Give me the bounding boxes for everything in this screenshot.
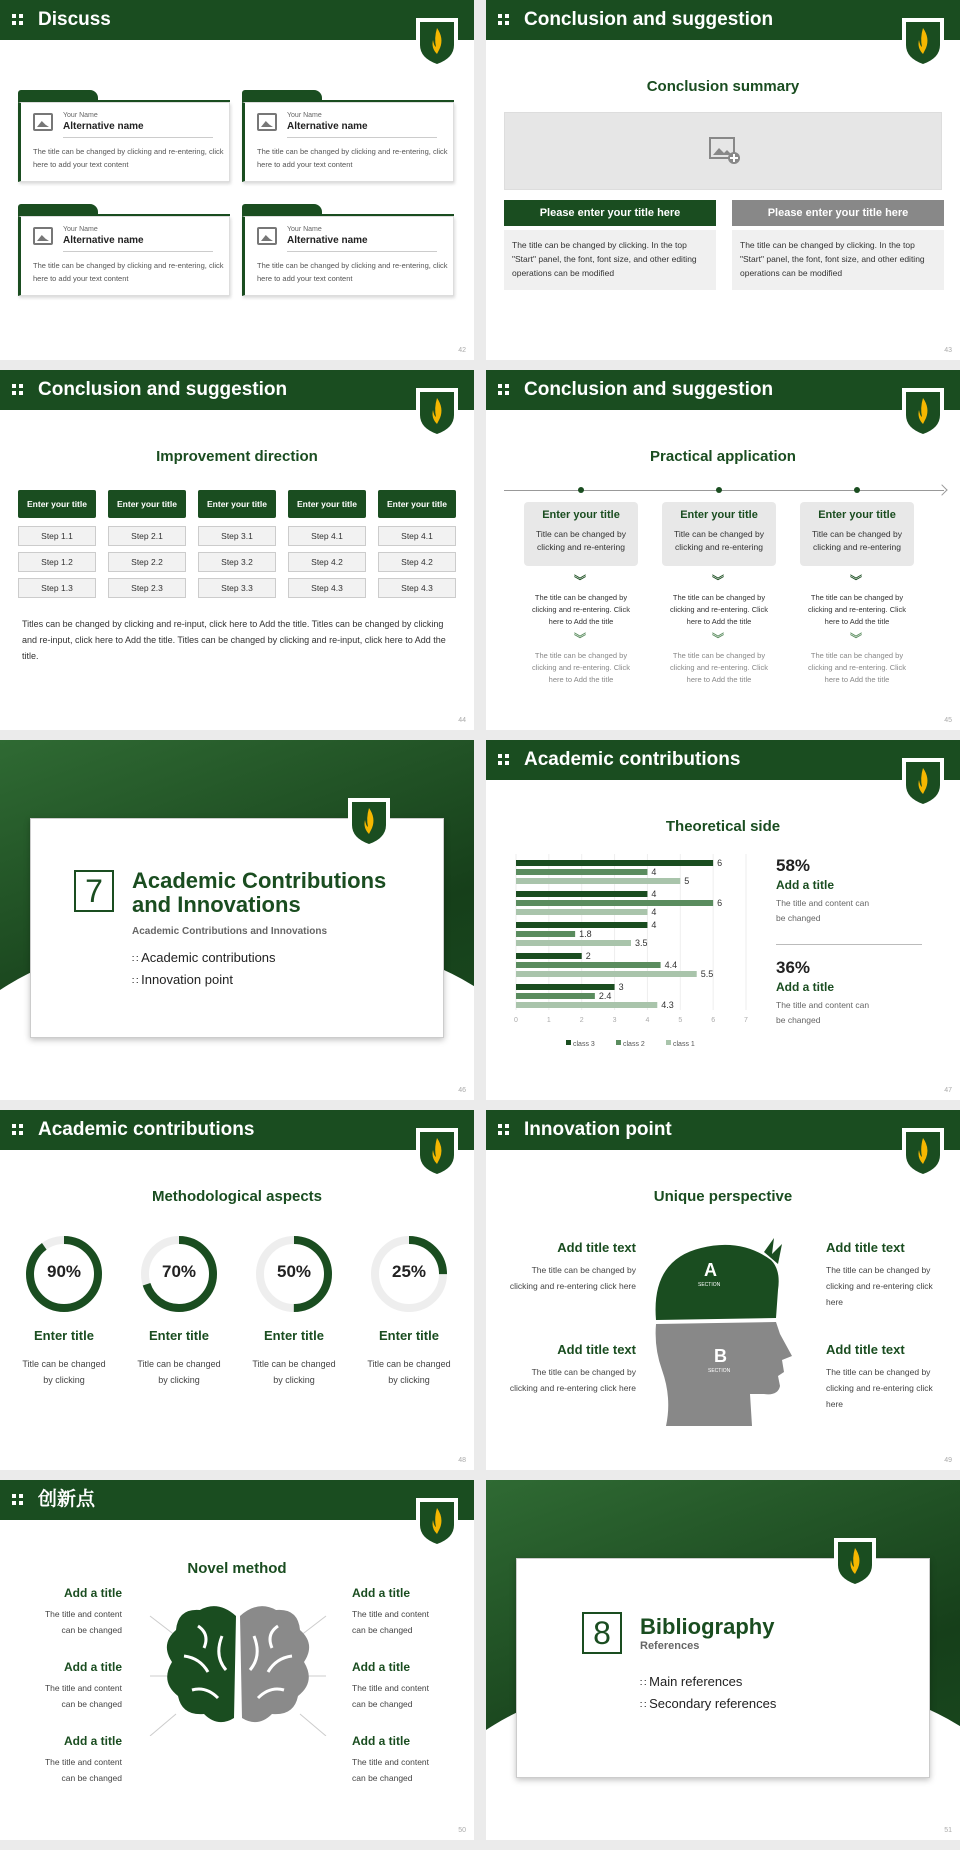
bar: [516, 922, 647, 928]
slide-subtitle: Unique perspective: [653, 1188, 793, 1205]
slide-subtitle: Methodological aspects: [151, 1188, 323, 1205]
slide-title: Innovation point: [524, 1119, 672, 1140]
slide-header: [486, 0, 960, 40]
step-item[interactable]: Step 3.1: [198, 526, 276, 546]
timeline-dot: [854, 487, 860, 493]
label-b: B: [714, 1346, 727, 1366]
step-item[interactable]: Step 3.2: [198, 552, 276, 572]
application-card-desc: Title can be changed by clicking and re-entering: [674, 529, 764, 552]
card-name: Alternative name: [287, 235, 368, 246]
school-logo: [414, 16, 460, 70]
x-tick-label: 3: [612, 1017, 617, 1024]
card-small-label: Your Name: [287, 226, 322, 233]
image-icon-mountain: [37, 121, 49, 127]
image-icon: [257, 113, 277, 131]
step-item[interactable]: Step 2.3: [108, 578, 186, 598]
image-icon-mountain: [37, 235, 49, 241]
bar-chart: [506, 850, 756, 1065]
stat-title: Add a title: [776, 980, 835, 994]
label-a: A: [704, 1260, 717, 1280]
section-title-line1: Academic Contributions: [132, 868, 387, 893]
x-tick-label: 4: [645, 1017, 650, 1024]
stat-title: Add a title: [776, 878, 835, 892]
slide-header: [486, 1110, 960, 1150]
method-text: The title and content can be changed: [352, 1683, 430, 1709]
ring-title: Enter title: [379, 1328, 439, 1343]
slide-unique-perspective: [486, 1110, 960, 1470]
bullet-icon: ∷: [132, 976, 142, 987]
data-label: 3.5: [635, 938, 648, 948]
slide-title: Conclusion and suggestion: [524, 379, 774, 400]
slide-title: Discuss: [38, 9, 111, 30]
card-small-label: Your Name: [63, 226, 98, 233]
step-item[interactable]: Step 1.1: [18, 526, 96, 546]
section-title-line2: and Innovations: [132, 892, 301, 917]
page-number: 46: [458, 1087, 466, 1094]
step-item[interactable]: Step 3.3: [198, 578, 276, 598]
slide-subtitle: Practical application: [650, 448, 796, 465]
section-item-label: Secondary references: [649, 1696, 777, 1711]
perspective-text: The title can be changed by clicking and re-entering click here: [509, 1367, 636, 1393]
step-item[interactable]: Step 4.1: [378, 526, 456, 546]
slide-practical-application: [486, 370, 960, 730]
x-tick-label: 2: [579, 1017, 584, 1024]
double-chevron-icon: ︾: [850, 574, 863, 588]
stat-divider: [776, 944, 922, 945]
slide-header: [486, 740, 960, 780]
school-logo: [900, 16, 946, 70]
ring-title: Enter title: [149, 1328, 209, 1343]
ring-text: Title can be changed by clicking: [367, 1359, 451, 1385]
page-number: 49: [944, 1457, 952, 1464]
head-profile-graphic: [646, 1230, 796, 1426]
box-title[interactable]: Please enter your title here: [732, 200, 944, 226]
data-label: 5.5: [700, 969, 714, 979]
section-subtitle: Academic Contributions and Innovations: [132, 926, 328, 937]
section-number: 7: [74, 870, 114, 912]
page-number: 45: [944, 717, 952, 724]
double-chevron-icon: ︾: [574, 632, 587, 646]
application-card-title: Enter your title: [542, 509, 620, 521]
profile-card[interactable]: [242, 102, 454, 182]
card-name: Alternative name: [287, 121, 368, 132]
double-chevron-icon: ︾: [850, 632, 863, 646]
step-item[interactable]: Step 4.3: [288, 578, 366, 598]
data-label: 4: [651, 867, 657, 877]
image-placeholder[interactable]: [504, 112, 942, 190]
label-b-section: SECTION: [708, 1368, 731, 1374]
ring-title: Enter title: [34, 1328, 94, 1343]
ring-text: Title can be changed by clicking: [22, 1359, 106, 1385]
profile-card[interactable]: [18, 216, 230, 296]
application-text-2: The title can be changed by clicking and re-entering. Click here to Add the title: [532, 651, 630, 684]
method-text: The title and content can be changed: [352, 1609, 430, 1635]
page-number: 48: [458, 1457, 466, 1464]
school-logo: [414, 1496, 460, 1550]
legend-label: class 3: [573, 1041, 595, 1048]
image-icon: [709, 137, 741, 165]
perspective-title: Add title text: [826, 1342, 905, 1357]
card-divider: [287, 137, 437, 138]
school-logo: [832, 1536, 878, 1590]
brain-graphic: [148, 1586, 328, 1736]
section-item-label: Academic contributions: [141, 950, 276, 965]
step-item[interactable]: Step 2.1: [108, 526, 186, 546]
perspective-text: The title can be changed by clicking and re-entering click here: [509, 1265, 636, 1291]
ring-percent: 25%: [391, 1262, 427, 1281]
bar: [516, 878, 680, 884]
image-icon-mountain: [261, 121, 273, 127]
bar: [516, 971, 697, 977]
page-number: 42: [458, 347, 466, 354]
school-logo: [900, 386, 946, 440]
legend-label: class 1: [673, 1041, 695, 1048]
slide-novel-method: [0, 1480, 474, 1840]
bar: [516, 860, 713, 866]
ring-title: Enter title: [264, 1328, 324, 1343]
data-label: 4: [651, 889, 657, 899]
slide-subtitle: Conclusion summary: [646, 78, 800, 95]
application-card-desc: Title can be changed by clicking and re-entering: [536, 529, 626, 552]
application-text-1: The title can be changed by clicking and re-entering. Click here to Add the title: [808, 593, 906, 626]
profile-card[interactable]: [18, 102, 230, 182]
slide-title: 创新点: [38, 1489, 96, 1510]
slide-title: Conclusion and suggestion: [38, 379, 288, 400]
column-header[interactable]: Enter your title: [198, 490, 276, 518]
card-small-label: Your Name: [63, 112, 98, 119]
bar: [516, 869, 647, 875]
card-small-label: Your Name: [287, 112, 322, 119]
application-text-2: The title can be changed by clicking and re-entering. Click here to Add the title: [808, 651, 906, 684]
slide-header: [0, 0, 474, 40]
data-label: 2: [585, 951, 591, 961]
section-item-2[interactable]: [640, 1696, 776, 1711]
ring-text: Title can be changed by clicking: [252, 1359, 336, 1385]
image-icon-mountain: [261, 235, 273, 241]
timeline-line: [504, 490, 944, 491]
method-text: The title and content can be changed: [352, 1757, 430, 1783]
timeline-dot: [716, 487, 722, 493]
method-title: Add a title: [352, 1734, 411, 1748]
section-item-1[interactable]: [640, 1674, 742, 1689]
section-subtitle: References: [640, 1640, 700, 1652]
x-tick-label: 6: [711, 1017, 716, 1024]
method-text: The title and content can be changed: [44, 1757, 122, 1783]
bar: [516, 909, 647, 915]
card-text: The title can be changed by clicking and re-entering, click here to add your text content: [33, 261, 224, 283]
bullet-icon: ∷: [640, 1700, 650, 1711]
column-header[interactable]: Enter your title: [108, 490, 186, 518]
slide-header: [486, 370, 960, 410]
timeline-dot: [578, 487, 584, 493]
data-label: 3: [618, 982, 624, 992]
bar: [516, 900, 713, 906]
x-tick-label: 0: [514, 1017, 518, 1024]
application-text-1: The title can be changed by clicking and re-entering. Click here to Add the title: [532, 593, 630, 626]
slide-subtitle: Improvement direction: [156, 448, 318, 465]
school-logo: [414, 386, 460, 440]
card-name: Alternative name: [63, 235, 144, 246]
step-item[interactable]: Step 2.2: [108, 552, 186, 572]
step-item[interactable]: Step 4.2: [288, 552, 366, 572]
page-number: 44: [458, 717, 466, 724]
data-label: 5: [684, 876, 690, 886]
data-label: 4.3: [661, 1000, 674, 1010]
column-header[interactable]: Enter your title: [18, 490, 96, 518]
step-item[interactable]: Step 4.1: [288, 526, 366, 546]
section-item-label: Main references: [649, 1674, 743, 1689]
slide-methodological-aspects: [0, 1110, 474, 1470]
school-logo: [346, 796, 392, 850]
image-icon: [33, 113, 53, 131]
card-text: The title can be changed by clicking and re-entering, click here to add your text content: [33, 147, 224, 169]
box-text: The title can be changed by clicking. In the top "Start" panel, the font, font size, and other editing operations can be modified: [732, 230, 944, 290]
body-paragraph: Titles can be changed by clicking and re-input, click here to Add the title. Titles can be changed by clicking and re-input, click here to Add the title. Titles can be changed by clicking and re-input, click here to Add the title.: [22, 619, 446, 661]
bar: [516, 953, 582, 959]
box-title[interactable]: Please enter your title here: [504, 200, 716, 226]
card-divider: [63, 137, 213, 138]
section-card: [516, 1558, 930, 1778]
ring-text: Title can be changed by clicking: [137, 1359, 221, 1385]
data-label: 2.4: [598, 991, 612, 1001]
step-item[interactable]: Step 1.3: [18, 578, 96, 598]
bar: [516, 940, 631, 946]
bar: [516, 931, 575, 937]
box-text: The title can be changed by clicking. In the top "Start" panel, the font, font size, and other editing operations can be modified: [504, 230, 716, 290]
data-label: 6: [717, 858, 723, 868]
step-item[interactable]: Step 4.3: [378, 578, 456, 598]
ring-percent: 70%: [161, 1262, 197, 1281]
data-label: 6: [717, 898, 723, 908]
stat-text: The title and content can be changed: [776, 898, 870, 923]
column-header[interactable]: Enter your title: [378, 490, 456, 518]
legend-swatch: [666, 1040, 671, 1045]
perspective-text: The title can be changed by clicking and re-entering click here: [826, 1265, 933, 1307]
section-item-1[interactable]: [132, 950, 276, 965]
data-label: 4: [651, 907, 657, 917]
legend-label: class 2: [623, 1041, 645, 1048]
x-tick-label: 5: [678, 1017, 683, 1024]
slide-header: [0, 1110, 474, 1150]
section-item-2[interactable]: [132, 972, 233, 987]
double-chevron-icon: ︾: [712, 632, 725, 646]
application-card[interactable]: [524, 502, 638, 566]
step-item[interactable]: Step 4.2: [378, 552, 456, 572]
perspective-text: The title can be changed by clicking and re-entering click here: [826, 1367, 933, 1409]
stat-text: The title and content can be changed: [776, 1000, 870, 1025]
page-number: 50: [458, 1827, 466, 1834]
legend-swatch: [566, 1040, 571, 1045]
perspective-title: Add title text: [557, 1240, 636, 1255]
bar: [516, 1002, 657, 1008]
slide-header: [0, 370, 474, 410]
card-text: The title can be changed by clicking and re-entering, click here to add your text content: [257, 147, 448, 169]
application-card-desc: Title can be changed by clicking and re-entering: [812, 529, 902, 552]
method-title: Add a title: [352, 1586, 411, 1600]
method-title: Add a title: [63, 1586, 122, 1600]
method-text: The title and content can be changed: [44, 1609, 122, 1635]
slide-improvement-direction: [0, 370, 474, 730]
legend-swatch: [616, 1040, 621, 1045]
slide-header: [0, 1480, 474, 1520]
slide-section-8: [486, 1480, 960, 1840]
slide-discuss: [0, 0, 474, 360]
school-logo: [414, 1126, 460, 1180]
card-name: Alternative name: [63, 121, 144, 132]
ring-percent: 50%: [276, 1262, 312, 1281]
page-number: 43: [944, 347, 952, 354]
card-text: The title can be changed by clicking and re-entering, click here to add your text content: [257, 261, 448, 283]
page-number: 47: [944, 1087, 952, 1094]
section-number: 8: [582, 1612, 622, 1654]
profile-card[interactable]: [242, 216, 454, 296]
ring-percent: 90%: [46, 1262, 82, 1281]
school-logo: [900, 756, 946, 810]
application-text-2: The title can be changed by clicking and re-entering. Click here to Add the title: [670, 651, 768, 684]
application-card[interactable]: [800, 502, 914, 566]
label-a-section: SECTION: [698, 1282, 721, 1288]
section-title: Bibliography: [640, 1614, 775, 1639]
stat-percent: 36%: [776, 958, 811, 977]
slide-title: Conclusion and suggestion: [524, 9, 774, 30]
school-logo: [900, 1126, 946, 1180]
x-tick-label: 7: [744, 1017, 748, 1024]
slide-title: Academic contributions: [38, 1119, 255, 1140]
perspective-title: Add title text: [557, 1342, 636, 1357]
application-card-title: Enter your title: [818, 509, 896, 521]
slide-subtitle: Theoretical side: [665, 818, 781, 835]
slide-section-7: [0, 740, 474, 1100]
bar: [516, 993, 595, 999]
application-text-1: The title can be changed by clicking and re-entering. Click here to Add the title: [670, 593, 768, 626]
method-text: The title and content can be changed: [44, 1683, 122, 1709]
slide-subtitle: Novel method: [187, 1560, 287, 1577]
data-label: 1.8: [579, 929, 592, 939]
data-label: 4.4: [664, 960, 678, 970]
column-header[interactable]: Enter your title: [288, 490, 366, 518]
step-item[interactable]: Step 1.2: [18, 552, 96, 572]
image-icon: [33, 227, 53, 245]
method-title: Add a title: [63, 1734, 122, 1748]
double-chevron-icon: ︾: [712, 574, 725, 588]
page-number: 51: [944, 1827, 952, 1834]
bullet-icon: ∷: [640, 1678, 650, 1689]
method-title: Add a title: [63, 1660, 122, 1674]
slide-conclusion-summary: [486, 0, 960, 360]
slide-title: Academic contributions: [524, 749, 741, 770]
slide-theoretical-side: [486, 740, 960, 1100]
bullet-icon: ∷: [132, 954, 142, 965]
stat-percent: 58%: [776, 856, 811, 875]
method-title: Add a title: [352, 1660, 411, 1674]
image-icon: [257, 227, 277, 245]
application-card-title: Enter your title: [680, 509, 758, 521]
application-card[interactable]: [662, 502, 776, 566]
timeline-arrow: [936, 484, 947, 495]
perspective-title: Add title text: [826, 1240, 905, 1255]
x-tick-label: 1: [546, 1017, 551, 1024]
card-divider: [63, 251, 213, 252]
bar: [516, 891, 647, 897]
data-label: 4: [651, 920, 657, 930]
double-chevron-icon: ︾: [574, 574, 587, 588]
bar: [516, 984, 615, 990]
card-divider: [287, 251, 437, 252]
bar: [516, 962, 661, 968]
section-item-label: Innovation point: [141, 972, 233, 987]
